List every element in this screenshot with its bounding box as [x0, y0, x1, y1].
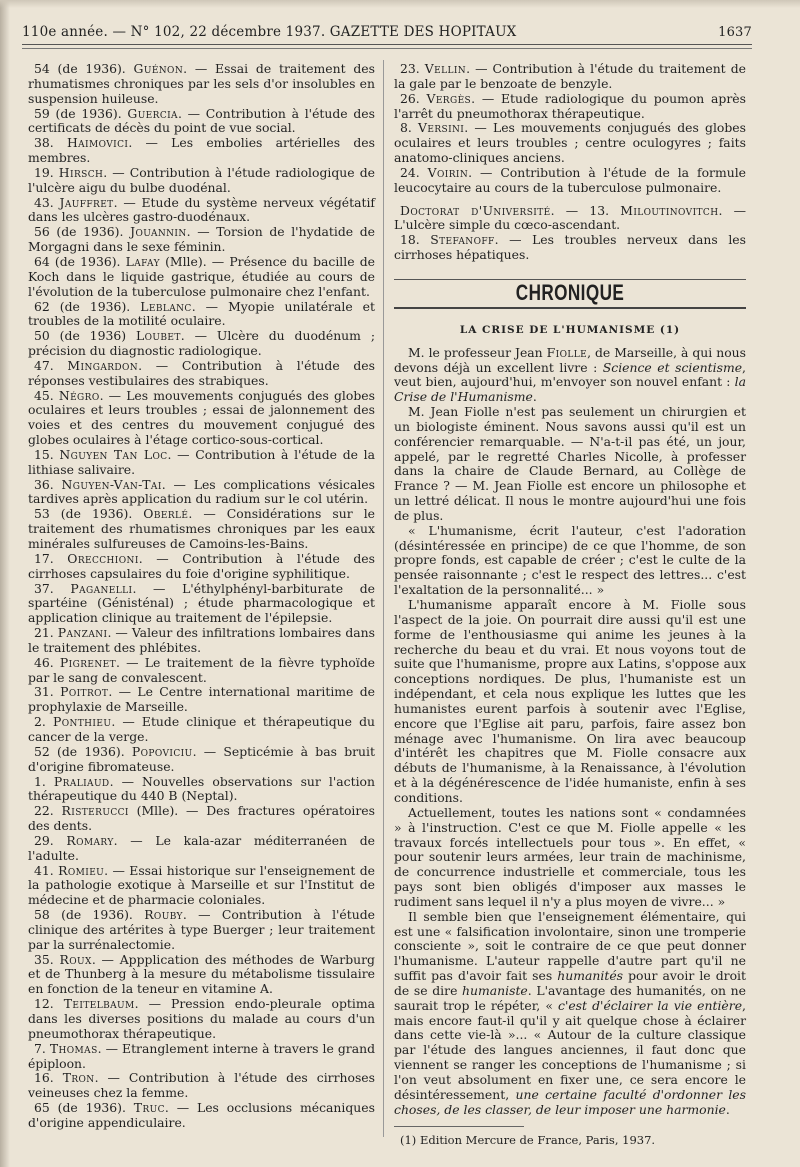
author-name: Thomas: [49, 1040, 98, 1056]
thesis-entry: [28, 196, 375, 226]
doctorat-entry: [394, 204, 746, 234]
thesis-title: . — Contribution à l'étude des cirrhoses capsulaires du foie d'origine syphilitique.: [28, 550, 375, 581]
thesis-title: . — Le kala-azar méditerranéen de l'adulte.: [28, 832, 375, 863]
thesis-title: . — Les troubles nerveux dans les cirrhoses hépatiques.: [394, 232, 746, 263]
article-paragraph: [394, 405, 746, 524]
text-run: M. le professeur Jean: [408, 344, 547, 360]
entry-number: 47.: [34, 357, 68, 373]
thesis-entry: [28, 685, 375, 715]
text-run: pour avoir le droit de se dire: [394, 968, 746, 998]
entry-number: 50 (de 1936): [34, 328, 136, 344]
article-title-text: LA CRISE DE L'HUMANISME: [459, 323, 656, 336]
author-name: Poitrot: [60, 684, 109, 700]
section-title: CHRONIQUE: [515, 279, 625, 305]
chronique-title-block: [394, 279, 746, 309]
author-name: Pigrenet: [59, 654, 116, 670]
entry-number: 31.: [34, 684, 61, 700]
author-name: Loubet: [135, 328, 181, 344]
italic-text: c'est d'éclairer la vie entière: [558, 997, 743, 1013]
article-paragraph: [394, 598, 746, 806]
thesis-entry: [28, 745, 375, 775]
text-run: . L'avantage des humanités, on ne saurait trop le répéter, «: [394, 982, 746, 1013]
text-run: Il semble bien que l'enseignement élémentaire, qui est une « falsification involontaire, sinon une tromperie consciente », soit le contraire de ce que peut donner l'humanisme. L'auteur rappelle d'autre part qu'il ne suffit pas d'avoir fait ses: [394, 908, 746, 984]
text-run: M. Jean Fiolle n'est pas seulement un chirurgien et un biologiste éminent. Nous savons aussi qu'il est un conférencier remarquable. — N'a-t-il pas été, un jour, appelé, par le regretté Charles Nicolle, à professer dans la chaire de Claude Bernard, au Collège de France ? — M. Jean Fiolle est encore un philosophe et un lettré délicat. Il nous le montre aujourd'hui une fois de plus.: [394, 404, 746, 523]
entry-number: 59 (de 1936).: [34, 105, 128, 121]
entry-number: 54 (de 1936).: [34, 61, 134, 76]
author-name: Oberlé: [143, 506, 189, 522]
doctorat-first-pre: . — 13.: [550, 202, 621, 218]
author-name: Nguyen-Van-Tai: [61, 476, 162, 492]
entry-number: 45.: [34, 387, 59, 403]
entry-number: 19.: [34, 164, 59, 180]
italic-text: Science et scientisme: [602, 359, 743, 375]
running-header: [22, 14, 752, 40]
author-name: Jauffret: [59, 194, 114, 210]
thesis-title: . — Contribution à l'étude du traitement de la gale par le benzoate de benzyle.: [394, 61, 746, 91]
footnote-rule: [394, 1126, 524, 1127]
author-name: Nguyen Tan Loc: [59, 446, 168, 462]
thesis-entry: [28, 255, 375, 300]
author-name: Vergès: [426, 90, 472, 106]
thesis-title: . — Contribution à l'étude des certificats de décès du point de vue social.: [28, 105, 375, 136]
entry-number: 56 (de 1936).: [34, 224, 131, 240]
thesis-title: . — Septicémie à bas bruit d'origine fibromateuse.: [28, 743, 375, 774]
entry-number: 12.: [34, 996, 64, 1012]
thesis-entry: [394, 62, 746, 92]
thesis-entry: [28, 864, 375, 909]
thesis-entry: [28, 626, 375, 656]
thesis-title: . — Etude du système nerveux végétatif dans les ulcères gastro-duodénaux.: [28, 194, 375, 225]
thesis-entry: [28, 448, 375, 478]
thesis-title: . — Etude clinique et thérapeutique du cancer de la verge.: [28, 714, 375, 744]
column-divider: [383, 60, 384, 1137]
article-title: [394, 323, 746, 338]
thesis-entry: [28, 804, 375, 834]
thesis-title: . — L'ulcère simple du cœco-ascendant.: [394, 202, 746, 233]
thesis-title: . — Etranglement interne à travers le grand épiploon.: [28, 1040, 375, 1071]
author-name: Praliaud: [53, 773, 110, 789]
entry-number: 52 (de 1936).: [34, 743, 132, 759]
author-name: Jouannin: [130, 224, 187, 240]
thesis-title: . — Contribution à l'étude de la lithiase salivaire.: [28, 446, 375, 477]
thesis-entry: [28, 136, 375, 166]
thesis-entry: [28, 329, 375, 359]
thesis-title: . — Considérations sur le traitement des rhumatismes chroniques par les eaux minérales sulfureuses de Camoins-les-Bains.: [28, 506, 375, 551]
entry-number: 15.: [34, 446, 60, 462]
author-name: Paganelli: [70, 580, 133, 596]
thesis-list-left-column: [28, 62, 375, 1131]
thesis-entry: [394, 166, 746, 196]
thesis-title: . — Les mouvements conjugués des globes oculaires et leurs troubles ; essai de jalonnement des voies et des centres du mouvement conjugué des globes oculaires à l'étage cortico-sous-cortical.: [28, 387, 375, 448]
author-name: Hirsch: [58, 164, 104, 180]
page-top-shade: [0, 0, 800, 8]
italic-text: humaniste: [462, 982, 528, 998]
entry-number: 62 (de 1936).: [34, 298, 141, 314]
author-name: Lafay: [125, 253, 160, 269]
page-fold-shadow: [0, 0, 10, 1167]
thesis-title: . — Appplication des méthodes de Warburg et de Thunberg à la mesure du métabolisme tissulaire en fonction de la teneur en vitamine A.: [28, 951, 375, 997]
thesis-entry: [28, 107, 375, 137]
thesis-title: . — Le traitement de la fièvre typhoïde par le sang de convalescent.: [28, 654, 375, 685]
author-name: Truc: [133, 1100, 165, 1116]
author-name: Rouby: [144, 907, 183, 923]
thesis-entry: [28, 166, 375, 196]
thesis-entry: [28, 1071, 375, 1101]
thesis-title: . — Myopie unilatérale et troubles de la motilité oculaire.: [28, 298, 375, 329]
author-name: Mingardon: [67, 357, 139, 373]
thesis-title: . — Valeur des infiltrations lombaires dans le traitement des phlébites.: [28, 625, 375, 655]
author-name: Romary: [66, 832, 114, 848]
thesis-entry: [28, 552, 375, 582]
thesis-entry: [28, 507, 375, 552]
thesis-title: . — Pression endo-pleurale optima dans les diverses positions du malade au cours d'un pneumothorax thérapeutique.: [28, 996, 375, 1041]
thesis-entry: [28, 225, 375, 255]
author-name: Roux: [59, 951, 92, 967]
thesis-entry: [28, 389, 375, 448]
author-name: Stefanoff: [430, 232, 495, 248]
thesis-title: . — Les mouvements conjugués des globes oculaires et leurs troubles ; centre oculogyres ; faits anatomo-cliniques anciens.: [394, 120, 746, 166]
entry-number: 17.: [34, 550, 68, 566]
text-run: Actuellement, toutes les nations sont « condamnées » à l'instruction. C'est ce que M. Fiolle appelle « les travaux forcés intellectuels pour tous ». En effet, « pour soutenir leurs armées, leur train de machinisme, de concurrence industrielle et commerciale, tous les pays sont bien obligés d'imposer aux masses le rudiment sans lequel il n'y a plus moyen de vivre... »: [394, 804, 746, 909]
thesis-title: . — Contribution à l'étude radiologique de l'ulcère aigu du bulbe duodénal.: [28, 164, 375, 195]
text-run: L'humanisme apparaît encore à M. Fiolle sous l'aspect de la joie. On pourrait dire aussi qu'il est une forme de l'enthousiasme qui anime les jeunes à la recherche du beau et du vrai. Et nous voyons tout de suite que l'humanisme, propre aux Latins, s'oppose aux conceptions nordiques. De plus, l'humaniste est un indépendant, et cela nous explique les luttes que les humanistes eurent parfois à soutenir avec l'Eglise, encore que l'Eglise ait paru, parfois, faire assez bon ménage avec l'humanisme. On lira avec beaucoup d'intérêt les chapitres que M. Fiolle consacre aux débuts de l'humanisme, à la Renaissance, à l'évolution et à la dégénérescence de l'idée humaniste, enfin à ses conditions.: [394, 597, 746, 805]
entry-number: 1.: [34, 773, 54, 789]
doctorat-heading: Doctorat d'Université: [400, 202, 551, 218]
author-name: Versini: [418, 120, 465, 136]
entry-number: 65 (de 1936).: [34, 1100, 134, 1116]
author-name: Teitelbaum: [63, 996, 135, 1012]
thesis-entry: [28, 715, 375, 745]
entry-number: 7.: [34, 1040, 50, 1056]
italic-text: la Crise de l'Humanisme: [394, 374, 746, 405]
header-issue-info: 110e année. — N° 102, 22 décembre 1937. GAZETTE DES HOPITAUX: [22, 24, 517, 40]
thesis-title: . — Essai de traitement des rhumatismes chroniques par les sels d'or insolubles en suspension huileuse.: [28, 61, 375, 106]
thesis-title: . — Le Centre international maritime de prophylaxie de Marseille.: [28, 684, 375, 715]
entry-number: 41.: [34, 862, 59, 878]
author-name: Orecchioni: [67, 550, 139, 566]
entry-number: 22.: [34, 803, 62, 819]
entry-number: 23.: [400, 61, 425, 76]
text-run: « L'humanisme, écrit l'auteur, c'est l'adoration (désintéressée en principe) de ce que l'homme, de son propre fonds, est capable de créer ; c'est le culte de la pensée raisonnante ; c'est le respect des lettres... c'est l'exaltation de la personnalité... »: [394, 522, 746, 598]
footnote: (1) Edition Mercure de France, Paris, 1937.: [400, 1132, 656, 1147]
author-name: Romieu: [58, 862, 105, 878]
thesis-title: . — Contribution à l'étude des réponses vestibulaires des strabiques.: [28, 357, 375, 388]
entry-number: 58 (de 1936).: [34, 907, 145, 923]
text-run: , mais encore faut-il qu'il y ait quelque chose à éclairer dans cette vie-là »... « Autour de la culture classique par l'étude des langues anciennes, il faut donc que viennent se ranger les conceptions de l'humanisme ; si l'on veut absolument en fixer une, ce sera encore le désintéressement,: [394, 997, 746, 1102]
author-name: Ponthieu: [52, 714, 112, 730]
entry-number: 16.: [34, 1070, 63, 1086]
entry-number: 64 (de 1936).: [34, 253, 126, 269]
italic-text: humanités: [557, 968, 624, 984]
thesis-entry: [28, 997, 375, 1042]
footnote-mark: (1): [659, 323, 681, 336]
article-paragraph: [394, 910, 746, 1118]
thesis-title: . — Les embolies artérielles des membres.: [28, 135, 375, 166]
author-name: Voirin: [427, 164, 469, 180]
title-rule-bottom: [394, 307, 746, 309]
thesis-entry: [394, 92, 746, 122]
article-body: [394, 346, 746, 1118]
entry-number: 46.: [34, 654, 60, 670]
thesis-entry: [28, 359, 375, 389]
thesis-title: . — Les occlusions mécaniques d'origine appendiculaire.: [28, 1100, 375, 1130]
thesis-entry: [28, 582, 375, 627]
right-column: [394, 62, 746, 1147]
author-name: Guénon: [133, 61, 184, 76]
thesis-title: . — Ulcère du duodénum ; précision du diagnostic radiologique.: [28, 328, 375, 359]
author-name: Miloutinovitch: [620, 202, 719, 218]
thesis-title: . — L'éthylphényl-barbiturate de spartéine (Génisténal) ; étude pharmacologique et application clinique au traitement de l'épilepsie.: [28, 580, 375, 626]
thesis-title: . — Torsion de l'hydatide de Morgagni dans le sexe féminin.: [28, 224, 375, 255]
text-run: , veut bien, aujourd'hui, m'envoyer son nouvel enfant :: [394, 359, 746, 390]
text-run: , de Marseille, à qui nous devons déjà un excellent livre :: [394, 344, 746, 375]
thesis-title: . — Contribution à l'étude de la formule leucocytaire au cours de la tuberculose pulmonaire.: [394, 164, 746, 195]
thesis-entry: [28, 1042, 375, 1072]
article-paragraph: [394, 346, 746, 405]
thesis-entry: [28, 953, 375, 998]
thesis-title: . — Contribution à l'étude clinique des artérites à type Buerger ; leur traitement par la surrénalectomie.: [28, 907, 375, 952]
thesis-title: (Mlle). — Présence du bacille de Koch dans le liquide gastrique, étudiée au cours de l'évolution de la tuberculose pulmonaire chez l'enfant.: [28, 253, 375, 299]
thesis-title: . — Essai historique sur l'enseignement de la pathologie exotique à Marseille et sur l'Institut de médecine et de pharmacie coloniales.: [28, 862, 375, 908]
thesis-entry: [394, 121, 746, 166]
entry-number: 2.: [34, 714, 53, 730]
author-name: Vellin: [424, 61, 467, 76]
entry-number: 38.: [34, 135, 67, 151]
thesis-title: (Mlle). — Des fractures opératoires des dents.: [28, 803, 375, 834]
doctorat-entry: [394, 233, 746, 263]
author-name: Leblanc: [140, 298, 192, 314]
entry-number: 24.: [400, 164, 428, 180]
author-name: Guercia: [127, 105, 178, 121]
thesis-entry: [28, 1101, 375, 1131]
italic-text: une certaine faculté d'ordonner les choses, de les classer, de leur imposer une harmonie: [394, 1086, 746, 1117]
entry-number: 18.: [400, 232, 431, 248]
text-run: .: [725, 1101, 730, 1117]
page-number: 1637: [718, 25, 752, 40]
thesis-title: . — Nouvelles observations sur l'action thérapeutique du 440 B (Neptal).: [28, 773, 375, 804]
thesis-entry: [28, 656, 375, 686]
text-run: .: [532, 389, 537, 405]
entry-number: 53 (de 1936).: [34, 506, 144, 522]
thesis-title: . — Contribution à l'étude des cirrhoses veineuses chez la femme.: [28, 1070, 375, 1101]
thesis-entry: [28, 300, 375, 330]
entry-number: 29.: [34, 832, 67, 848]
entry-number: 8.: [400, 120, 419, 136]
thesis-list-right-column: [394, 62, 746, 196]
entry-number: 37.: [34, 580, 71, 596]
author-name: Risterucci: [61, 803, 129, 819]
author-name: Fiolle: [546, 344, 588, 360]
entry-number: 26.: [400, 90, 427, 106]
entry-number: 43.: [34, 194, 60, 210]
article-paragraph: [394, 806, 746, 910]
author-name: Négro: [58, 387, 100, 403]
entry-number: 21.: [34, 625, 58, 641]
thesis-entry: [28, 62, 375, 107]
author-name: Popoviciu: [131, 743, 193, 759]
thesis-entry: [28, 908, 375, 953]
article-paragraph: [394, 524, 746, 598]
entry-number: 35.: [34, 951, 60, 967]
thesis-entry: [28, 834, 375, 864]
thesis-entry: [28, 478, 375, 508]
author-name: Tron: [62, 1070, 95, 1086]
thesis-entry: [28, 775, 375, 805]
author-name: Panzani: [57, 625, 108, 641]
author-name: Haimovici: [66, 135, 129, 151]
thesis-title: . — Les complications vésicales tardives après application du radium sur le col utérin.: [28, 476, 375, 507]
entry-number: 36.: [34, 476, 62, 492]
header-rule: [22, 44, 752, 49]
thesis-title: . — Etude radiologique du poumon après l'arrêt du pneumothorax thérapeutique.: [394, 90, 746, 121]
